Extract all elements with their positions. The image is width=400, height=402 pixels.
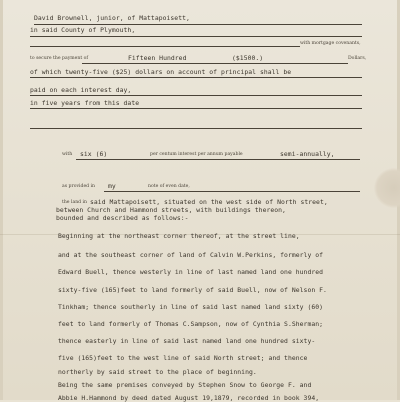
principal-terms-line: of which twenty-five ($25) dollars on account of principal shall be bbox=[30, 68, 292, 76]
body-line: Tinkham; thence southerly in line of said last named land sixty (60) bbox=[58, 303, 324, 311]
rule-4 bbox=[82, 63, 348, 64]
rule-9 bbox=[76, 159, 360, 160]
dollars-label: Dollars, bbox=[348, 56, 367, 61]
interest-day-line: paid on each interest day, bbox=[30, 86, 132, 94]
faded-seal bbox=[374, 168, 400, 208]
county-line: in said County of Plymouth, bbox=[30, 26, 136, 34]
body-line: thence easterly in line of said last named land one hundred sixty- bbox=[58, 337, 316, 345]
body-line: Being the same premises conveyed by Stephen Snow to George F. and bbox=[58, 381, 312, 389]
body-line: between Church and Hammond streets, with buildings thereon, bbox=[56, 206, 286, 214]
page-edge-left bbox=[0, 0, 3, 400]
land-location: said Mattapoisett, situated on the west side of North street, bbox=[90, 198, 328, 206]
body-line: Abbie H.Hammond by deed dated August 19,1879, recorded in book 394, bbox=[58, 394, 320, 402]
rule-7 bbox=[30, 108, 362, 109]
rule-1 bbox=[34, 24, 362, 25]
body-line: five (165)feet to the west line of said North street; and thence bbox=[58, 354, 308, 362]
body-line: bounded and described as follows:- bbox=[56, 214, 189, 222]
grantor-name-line: David Brownell, junior, of Mattapoisett, bbox=[34, 14, 190, 22]
body-line: Edward Buell, thence westerly in line of last named land one hundred bbox=[58, 268, 324, 276]
note-even-date-label: note of even date, bbox=[148, 184, 190, 189]
note-provided-label: as provided in bbox=[62, 184, 96, 189]
interest-period: semi-annually, bbox=[280, 150, 335, 158]
interest-rate-label: per centum interest per annum payable bbox=[150, 152, 243, 157]
body-line: and at the southeast corner of land of Calvin W.Perkins, formerly of bbox=[58, 251, 324, 259]
principal-amount-words: Fifteen Hundred bbox=[128, 54, 187, 62]
note-owner: my bbox=[108, 182, 116, 190]
principal-amount-figure: ($1500.) bbox=[232, 54, 264, 62]
land-in-label: the land in bbox=[62, 200, 87, 205]
rule-2 bbox=[30, 36, 362, 37]
term-line: in five years from this date bbox=[30, 99, 140, 107]
rule-3 bbox=[30, 46, 300, 47]
body-line: sixty-five (165)feet to land formerly of said Buell, now of Nelson F. bbox=[58, 286, 327, 294]
body-line: feet to land formerly of Thomas C.Sampson, now of Cynthia S.Sherman; bbox=[58, 320, 324, 328]
interest-with-label: with bbox=[62, 152, 73, 157]
rule-10 bbox=[104, 191, 360, 192]
interest-rate: six (6) bbox=[80, 150, 108, 158]
rule-5 bbox=[30, 77, 362, 78]
mortgage-covenants-label: with mortgage covenants, bbox=[300, 41, 361, 46]
rule-6 bbox=[30, 95, 362, 96]
rule-8 bbox=[30, 128, 362, 129]
body-line: northerly by said street to the place of beginning. bbox=[58, 368, 257, 376]
body-line: Beginning at the northeast corner thereof, at the street line, bbox=[58, 232, 300, 240]
secure-payment-label: to secure the payment of bbox=[30, 56, 89, 61]
